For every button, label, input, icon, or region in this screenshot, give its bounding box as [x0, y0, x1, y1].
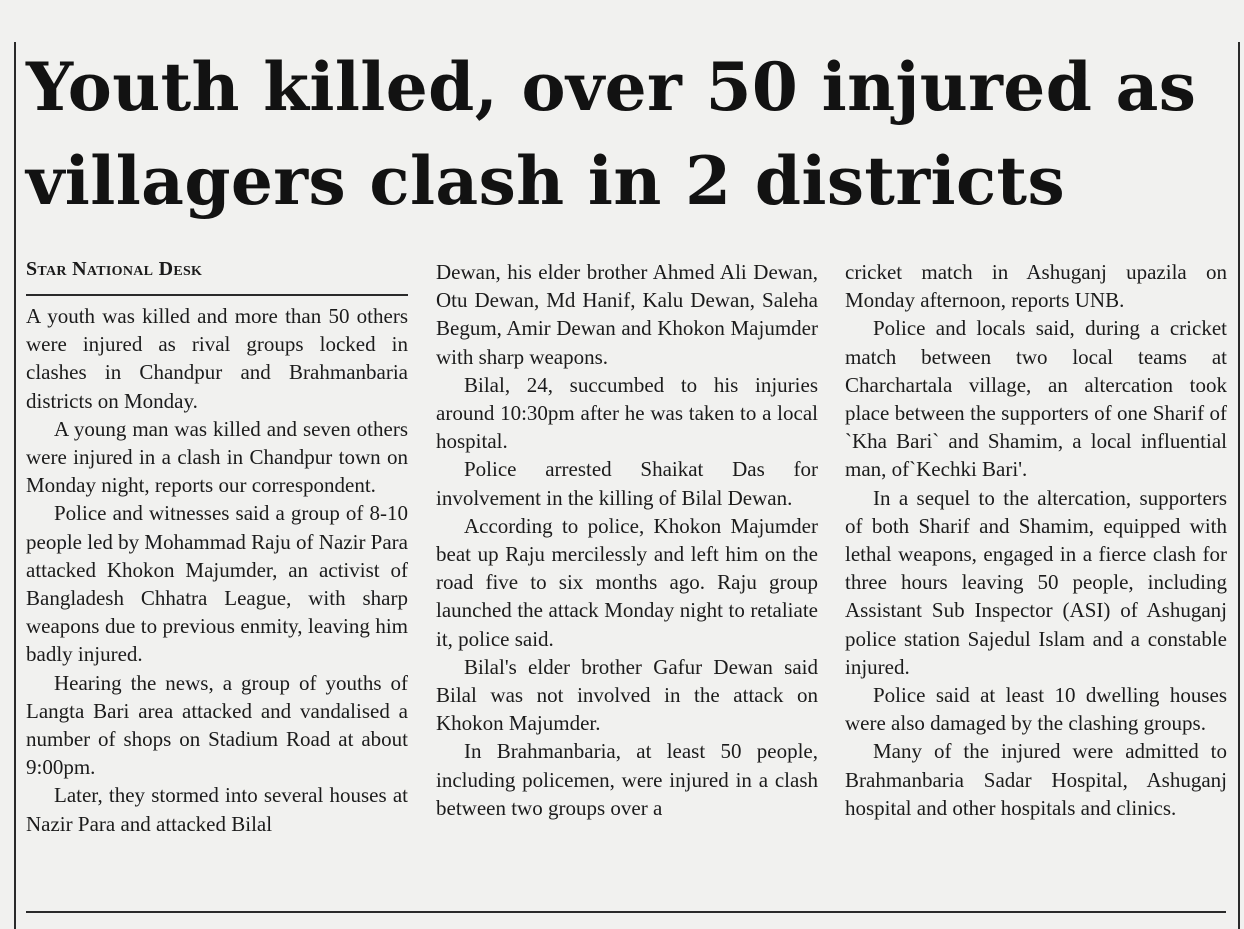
paragraph: Police and locals said, during a cricket match between two local teams at Charchartala village, an altercation took place between the supporters of one Sharif of `Kha Bari` and Shamim, a local influential man, of`Kechki Bari'.	[845, 316, 1227, 482]
paragraph: In a sequel to the altercation, supporters of both Sharif and Shamim, equipped with lethal weapons, engaged in a fierce clash for three hours leaving 50 people, including Assistant Sub Inspector (ASI) of Ashuganj police station Sajedul Islam and a constable injured.	[845, 485, 1227, 679]
paragraph: Hearing the news, a group of youths of Langta Bari area attacked and vandalised a number of shops on Stadium Road at about 9:00pm.	[26, 670, 408, 780]
column-2	[436, 258, 818, 822]
column-1	[26, 256, 408, 838]
headline-line-2: villagers clash in 2 districts	[26, 142, 1065, 220]
headline	[26, 40, 1238, 228]
bottom-border-rule	[26, 911, 1226, 913]
paragraph: Police said at least 10 dwelling houses were also damaged by the clashing groups.	[845, 683, 1227, 736]
headline-line-1: Youth killed, over 50 injured as	[26, 48, 1197, 126]
paragraph: Police arrested Shaikat Das for involvement in the killing of Bilal Dewan.	[436, 457, 818, 510]
paragraph: Dewan, his elder brother Ahmed Ali Dewan, Otu Dewan, Md Hanif, Kalu Dewan, Saleha Begum, Amir Dewan and Khokon Majumder with sharp weapons.	[436, 260, 818, 369]
paragraph: Bilal's elder brother Gafur Dewan said Bilal was not involved in the attack on Khokon Majumder.	[436, 654, 818, 736]
paragraph: cricket match in Ashuganj upazila on Monday afternoon, reports UNB.	[845, 260, 1227, 313]
byline: Star National Desk	[26, 256, 408, 296]
paragraph: Later, they stormed into several houses at Nazir Para and attacked Bilal	[26, 783, 408, 836]
paragraph: In Brahmanbaria, at least 50 people, including policemen, were injured in a clash between two groups over a	[436, 739, 818, 820]
column-3	[845, 258, 1227, 822]
right-border-rule	[1238, 42, 1240, 929]
paragraph: According to police, Khokon Majumder beat up Raju mercilessly and left him on the road five to six months ago. Raju group launched the attack Monday night to retaliate it, police said.	[436, 513, 818, 651]
left-border-rule	[14, 42, 16, 929]
paragraph: Bilal, 24, succumbed to his injuries around 10:30pm after he was taken to a local hospital.	[436, 372, 818, 454]
paragraph: Many of the injured were admitted to Brahmanbaria Sadar Hospital, Ashuganj hospital and other hospitals and clinics.	[845, 739, 1227, 820]
paragraph: A young man was killed and seven others were injured in a clash in Chandpur town on Monday night, reports our correspondent.	[26, 416, 408, 498]
paragraph: Police and witnesses said a group of 8-10 people led by Mohammad Raju of Nazir Para attacked Khokon Majumder, an activist of Bangladesh Chhatra League, with sharp weapons due to previous enmity, leaving him badly injured.	[26, 501, 408, 667]
paragraph: A youth was killed and more than 50 others were injured as rival groups locked in clashes in Chandpur and Brahmanbaria districts on Monday.	[26, 304, 408, 413]
